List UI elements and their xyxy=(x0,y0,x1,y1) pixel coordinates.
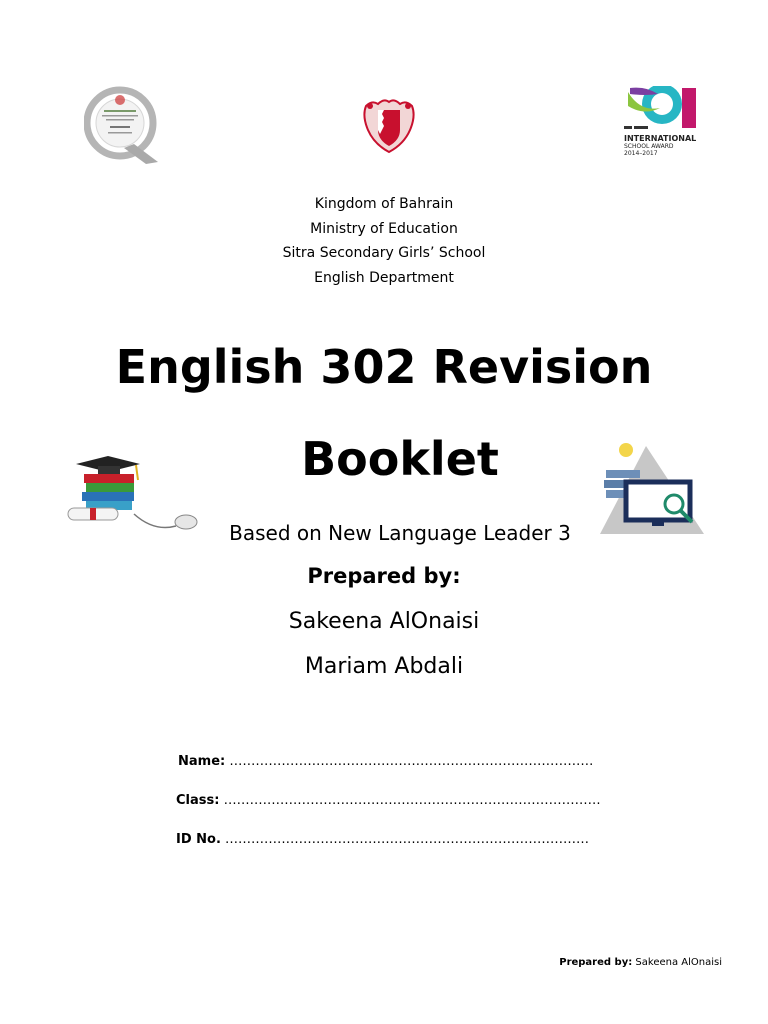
header-ministry: Ministry of Education xyxy=(310,220,458,237)
bahrain-emblem xyxy=(360,96,418,154)
name-label: Name: xyxy=(178,754,226,769)
author-name-2: Mariam Abdali xyxy=(304,654,464,679)
quality-q-icon xyxy=(84,86,160,166)
header-school: Sitra Secondary Girls’ School xyxy=(282,245,486,261)
footer-label: Prepared by: xyxy=(559,957,633,968)
name-blank: ………………………………………………………………………… xyxy=(229,754,594,769)
emblem-shield-icon xyxy=(360,96,418,154)
booklet-title-line-2: Booklet xyxy=(301,432,499,486)
award-text-1: INTERNATIONAL xyxy=(624,134,697,143)
class-blank: …………………………………………………………………………… xyxy=(223,793,601,808)
class-field[interactable] xyxy=(176,793,601,808)
school-header xyxy=(0,192,768,290)
header-kingdom: Kingdom of Bahrain xyxy=(314,196,454,212)
prepared-by-label: Prepared by: xyxy=(307,564,461,588)
id-blank: ………………………………………………………………………… xyxy=(225,832,590,847)
subtitle: Based on New Language Leader 3 xyxy=(229,521,571,545)
footer-name: Sakeena AlOnaisi xyxy=(635,957,722,968)
international-school-award-logo xyxy=(624,86,698,157)
id-label: ID No. xyxy=(176,832,221,847)
page-footer xyxy=(559,957,722,968)
author-name-1: Sakeena AlOnaisi xyxy=(288,609,480,634)
quality-logo xyxy=(84,86,160,166)
award-years: 2014–2017 xyxy=(624,150,658,157)
class-label: Class: xyxy=(176,793,220,808)
name-field[interactable] xyxy=(178,754,593,769)
id-field[interactable] xyxy=(176,832,589,847)
header-department: English Department xyxy=(314,269,454,286)
booklet-title-line-1: English 302 Revision xyxy=(115,340,653,394)
award-text-2: SCHOOL AWARD xyxy=(624,143,674,150)
